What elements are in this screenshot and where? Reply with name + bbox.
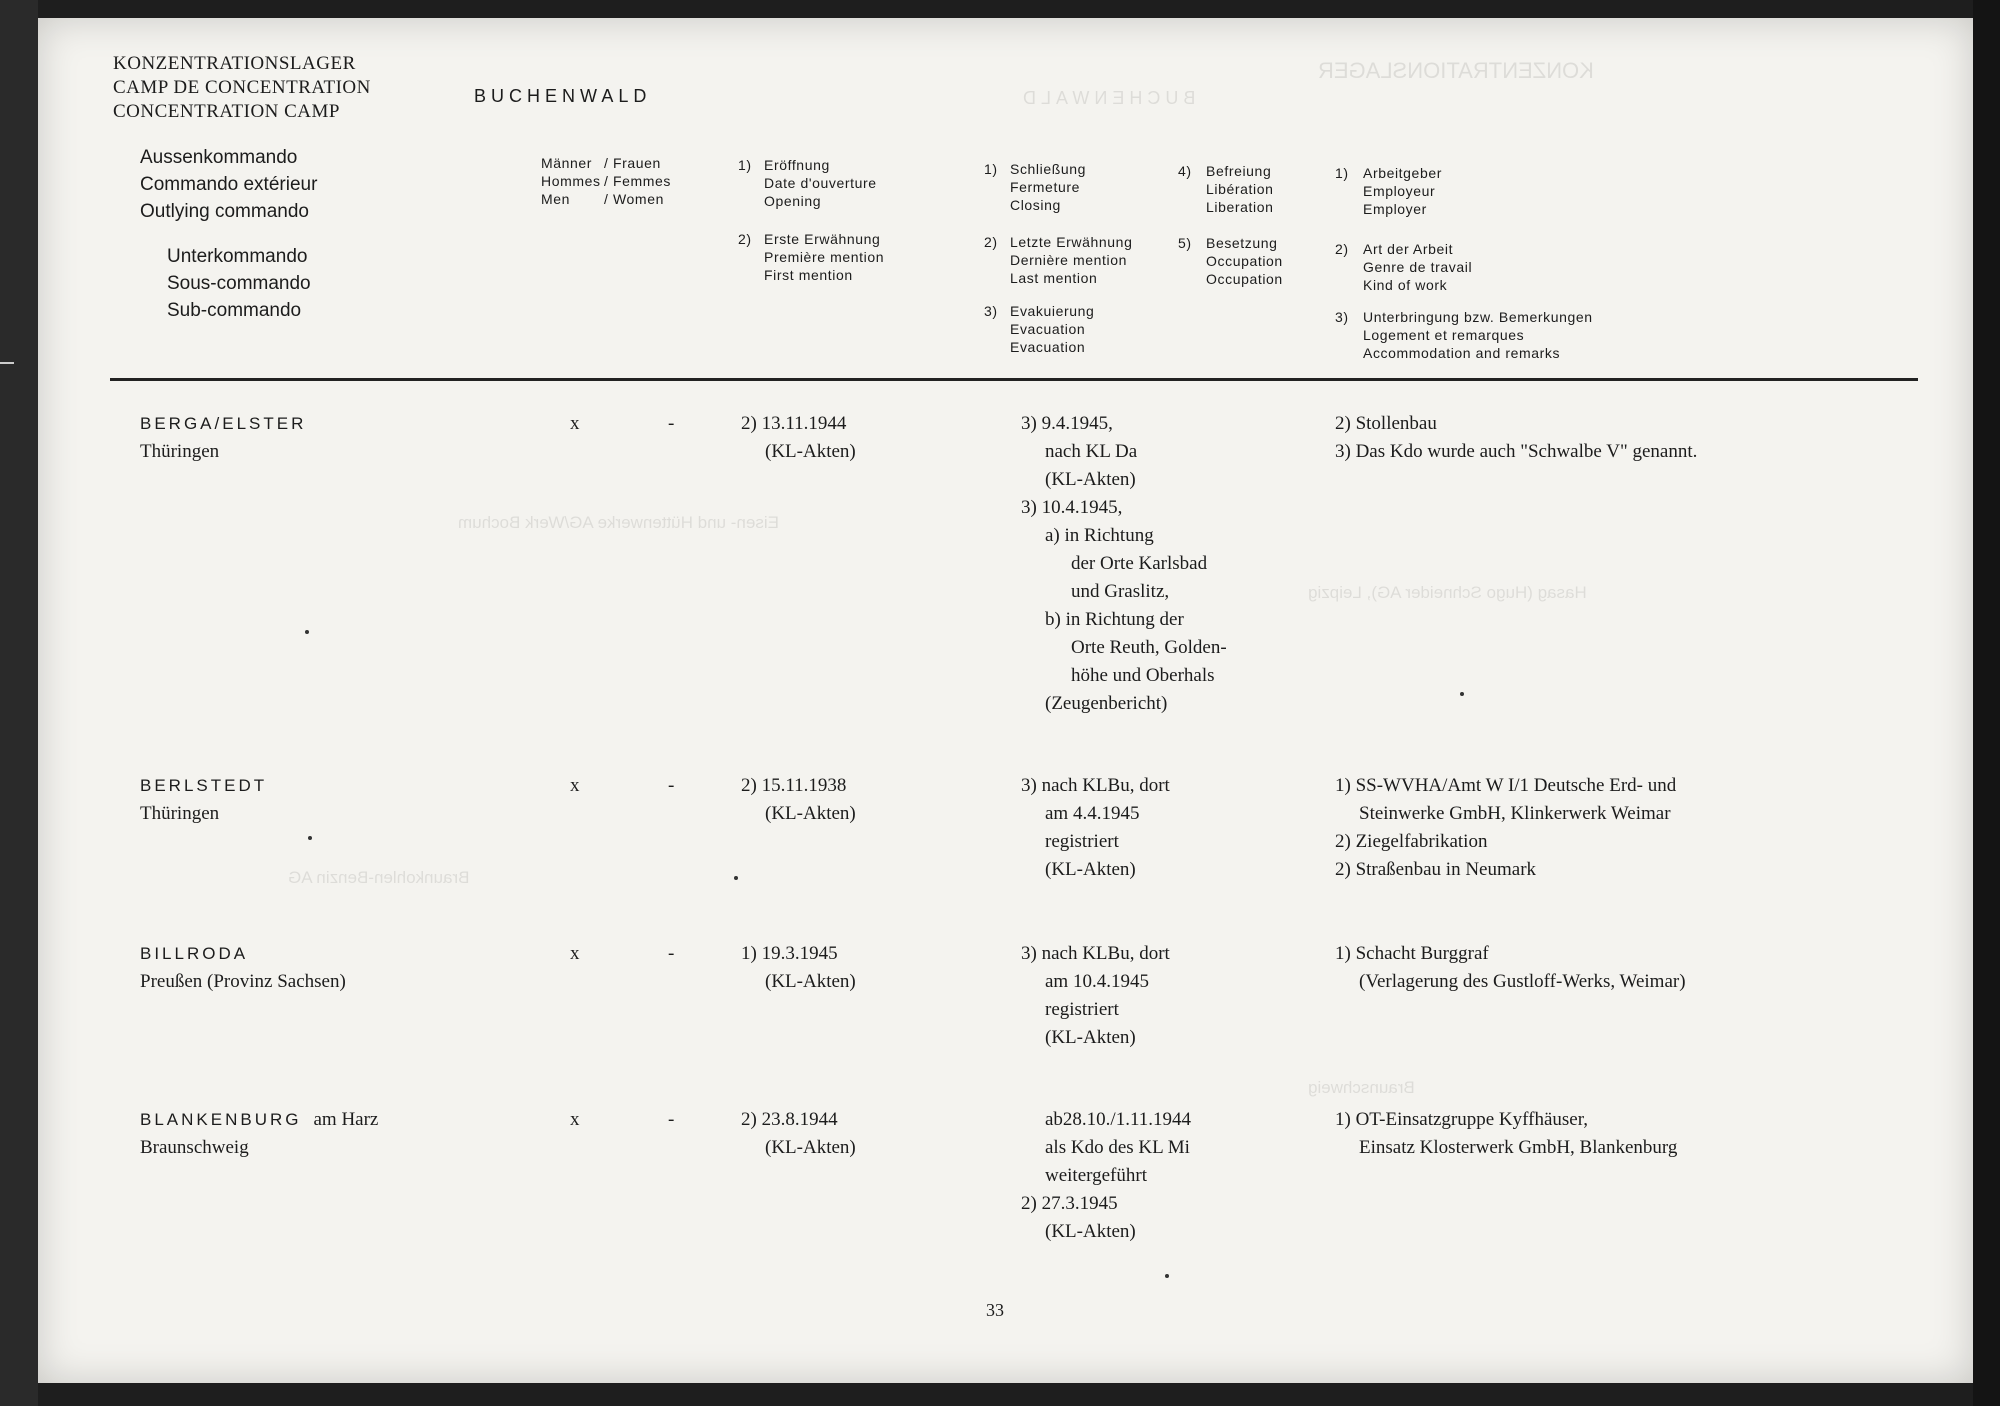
remarks-line: (Verlagerung des Gustloff-Werks, Weimar) xyxy=(1359,971,1686,992)
closing-line: nach KL Da xyxy=(1045,441,1138,462)
closing-line: 3) 9.4.1945, xyxy=(1021,413,1113,434)
opening-date: 1) 19.3.1945 xyxy=(741,943,838,964)
remarks-line: 1) SS-WVHA/Amt W I/1 Deutsche Erd- und xyxy=(1335,775,1677,796)
last-mention-header xyxy=(1010,233,1132,287)
liberation-header xyxy=(1206,162,1274,216)
aussenkommando-label xyxy=(140,144,317,225)
women-en: / Women xyxy=(604,191,664,207)
opening-date: 2) 15.11.1938 xyxy=(741,775,847,796)
unter-en: Sub-commando xyxy=(167,300,302,321)
opening-cell xyxy=(741,410,856,466)
opening-de: Eröffnung xyxy=(764,157,830,173)
closing-line: (KL-Akten) xyxy=(1045,1027,1136,1048)
occupation-de: Besetzung xyxy=(1206,235,1278,251)
print-speck xyxy=(1165,1274,1169,1278)
opening-date: 2) 13.11.1944 xyxy=(741,413,847,434)
remarks-en: Accommodation and remarks xyxy=(1363,345,1561,361)
closing-line: Orte Reuth, Golden- xyxy=(1071,637,1227,658)
lager-title-en: CONCENTRATION CAMP xyxy=(113,101,340,122)
remarks-fr: Logement et remarques xyxy=(1363,327,1525,343)
closing-num-2: 2) xyxy=(984,234,998,250)
bleed-through-shadow: KONZENTRATIONSLAGER xyxy=(1318,58,1594,83)
closing-line: (KL-Akten) xyxy=(1045,469,1136,490)
subcamp-region: Braunschweig xyxy=(140,1137,249,1158)
remarks-line: 3) Das Kdo wurde auch "Schwalbe V" genannt. xyxy=(1335,441,1698,462)
remarks-line: 2) Straßenbau in Neumark xyxy=(1335,859,1537,880)
subcamp-name-line xyxy=(140,1106,378,1134)
remarks-header xyxy=(1363,308,1593,362)
work-kind-en: Kind of work xyxy=(1363,277,1448,293)
opening-num-2: 2) xyxy=(738,231,752,247)
opening-cell xyxy=(741,940,856,996)
closing-num-3: 3) xyxy=(984,303,998,319)
closing-cell xyxy=(1021,410,1227,718)
men-header xyxy=(541,154,601,208)
men-fr: Hommes xyxy=(541,173,601,189)
closing-header xyxy=(1010,160,1086,214)
liberation-num-4: 4) xyxy=(1178,163,1192,179)
subcamp-name: BERGA/ELSTER xyxy=(140,414,307,433)
liberation-num-5: 5) xyxy=(1178,235,1192,251)
subcamp-name: BERLSTEDT xyxy=(140,776,268,795)
employer-num-1: 1) xyxy=(1335,165,1349,181)
remarks-line: 2) Ziegelfabrikation xyxy=(1335,831,1488,852)
last-mention-en: Last mention xyxy=(1010,270,1098,286)
remarks-line: Steinwerke GmbH, Klinkerwerk Weimar xyxy=(1359,803,1671,824)
liberation-de: Befreiung xyxy=(1206,163,1272,179)
employer-header xyxy=(1363,164,1442,218)
employer-de: Arbeitgeber xyxy=(1363,165,1442,181)
closing-line: a) in Richtung xyxy=(1045,525,1154,546)
closing-line: 3) nach KLBu, dort xyxy=(1021,943,1170,964)
work-kind-de: Art der Arbeit xyxy=(1363,241,1454,257)
work-kind-header xyxy=(1363,240,1472,294)
opening-fr: Date d'ouverture xyxy=(764,175,877,191)
closing-line: höhe und Oberhals xyxy=(1071,665,1215,686)
lager-title-de: KONZENTRATIONSLAGER xyxy=(113,53,356,74)
closing-line: registriert xyxy=(1045,999,1119,1020)
subcamp-region: Thüringen xyxy=(140,803,220,824)
last-mention-fr: Dernière mention xyxy=(1010,252,1127,268)
camp-name: BUCHENWALD xyxy=(474,86,652,106)
closing-line: und Graslitz, xyxy=(1071,581,1170,602)
opening-source: (KL-Akten) xyxy=(765,1137,856,1158)
work-kind-fr: Genre de travail xyxy=(1363,259,1473,275)
evacuation-en: Evacuation xyxy=(1010,339,1086,355)
men-mark: x xyxy=(570,775,580,796)
unter-de: Unterkommando xyxy=(167,246,308,267)
aussen-en: Outlying commando xyxy=(140,201,309,222)
lager-title-fr: CAMP DE CONCENTRATION xyxy=(113,77,371,98)
remarks-line: 1) Schacht Burggraf xyxy=(1335,943,1489,964)
opening-cell xyxy=(741,1106,856,1162)
header-rule xyxy=(110,378,1918,381)
bleed-through-shadow: BUCHENWALD xyxy=(1018,88,1196,108)
women-mark: - xyxy=(668,943,675,964)
men-mark: x xyxy=(570,943,580,964)
bleed-through-shadow: Braunkohlen-Benzin AG xyxy=(288,868,470,887)
closing-line: der Orte Karlsbad xyxy=(1071,553,1208,574)
closing-line: (KL-Akten) xyxy=(1045,859,1136,880)
women-mark: - xyxy=(668,775,675,796)
print-speck xyxy=(305,630,309,634)
remarks-cell xyxy=(1335,940,1686,996)
closing-num-1: 1) xyxy=(984,161,998,177)
print-speck xyxy=(1460,692,1464,696)
closing-cell xyxy=(1021,940,1170,1052)
lager-title-block xyxy=(113,52,371,124)
print-speck xyxy=(308,836,312,840)
opening-source: (KL-Akten) xyxy=(765,971,856,992)
closing-cell xyxy=(1021,772,1170,884)
evacuation-fr: Evacuation xyxy=(1010,321,1086,337)
closing-line: 3) 10.4.1945, xyxy=(1021,497,1123,518)
closing-line: b) in Richtung der xyxy=(1045,609,1184,630)
women-mark: - xyxy=(668,1109,675,1130)
closing-line: 2) 27.3.1945 xyxy=(1021,1193,1118,1214)
women-fr: / Femmes xyxy=(604,173,672,189)
men-de: Männer xyxy=(541,155,593,171)
opening-source: (KL-Akten) xyxy=(765,803,856,824)
closing-line: (Zeugenbericht) xyxy=(1045,693,1168,714)
employer-fr: Employeur xyxy=(1363,183,1436,199)
remarks-line: 1) OT-Einsatzgruppe Kyffhäuser, xyxy=(1335,1109,1589,1130)
right-book-edge xyxy=(1973,0,2000,1406)
remarks-cell xyxy=(1335,410,1697,466)
subcamp-name-suffix: am Harz xyxy=(313,1109,379,1130)
closing-en: Closing xyxy=(1010,197,1061,213)
closing-line: 3) nach KLBu, dort xyxy=(1021,775,1170,796)
bleed-through-shadow: Braunschweig xyxy=(1308,1078,1415,1097)
closing-line: ab28.10./1.11.1944 xyxy=(1045,1109,1192,1130)
first-mention-fr: Première mention xyxy=(764,249,885,265)
first-mention-de: Erste Erwähnung xyxy=(764,231,881,247)
closing-line: registriert xyxy=(1045,831,1119,852)
occupation-header xyxy=(1206,234,1283,288)
remarks-line: 2) Stollenbau xyxy=(1335,413,1437,434)
unter-fr: Sous-commando xyxy=(167,273,311,294)
opening-en: Opening xyxy=(764,193,822,209)
closing-line: als Kdo des KL Mi xyxy=(1045,1137,1190,1158)
left-book-edge xyxy=(0,0,38,1406)
employer-num-3: 3) xyxy=(1335,309,1349,325)
opening-source: (KL-Akten) xyxy=(765,441,856,462)
print-speck xyxy=(734,876,738,880)
subcamp-name: BLANKENBURG xyxy=(140,1110,302,1129)
opening-header xyxy=(764,156,877,210)
closing-de: Schließung xyxy=(1010,161,1087,177)
document-page xyxy=(38,18,1973,1383)
aussen-fr: Commando extérieur xyxy=(140,174,318,195)
closing-line: am 4.4.1945 xyxy=(1045,803,1140,824)
evacuation-de: Evakuierung xyxy=(1010,303,1095,319)
aussen-de: Aussenkommando xyxy=(140,147,298,168)
closing-line: (KL-Akten) xyxy=(1045,1221,1136,1242)
remarks-de: Unterbringung bzw. Bemerkungen xyxy=(1363,309,1593,325)
opening-num-1: 1) xyxy=(738,157,752,173)
employer-num-2: 2) xyxy=(1335,241,1349,257)
evacuation-header xyxy=(1010,302,1094,356)
remarks-line: Einsatz Klosterwerk GmbH, Blankenburg xyxy=(1359,1137,1678,1158)
first-mention-en: First mention xyxy=(764,267,853,283)
closing-cell xyxy=(1021,1106,1191,1246)
closing-fr: Fermeture xyxy=(1010,179,1080,195)
employer-en: Employer xyxy=(1363,201,1427,217)
women-header xyxy=(604,154,671,208)
last-mention-de: Letzte Erwähnung xyxy=(1010,234,1133,250)
women-de: / Frauen xyxy=(604,155,661,171)
first-mention-header xyxy=(764,230,884,284)
unterkommando-label xyxy=(167,243,311,324)
remarks-cell xyxy=(1335,1106,1677,1162)
liberation-fr: Libération xyxy=(1206,181,1274,197)
subcamp-name: BILLRODA xyxy=(140,944,249,963)
bleed-through-shadow: Eisen- und Hüttenwerke AG/Werk Bochum xyxy=(458,513,779,532)
page-number: 33 xyxy=(986,1300,1004,1320)
subcamp-region: Preußen (Provinz Sachsen) xyxy=(140,971,346,992)
men-mark: x xyxy=(570,413,580,434)
occupation-en: Occupation xyxy=(1206,271,1283,287)
liberation-en: Liberation xyxy=(1206,199,1274,215)
subcamp-region: Thüringen xyxy=(140,441,220,462)
opening-date: 2) 23.8.1944 xyxy=(741,1109,838,1130)
men-en: Men xyxy=(541,191,571,207)
edge-mark xyxy=(0,362,14,364)
women-mark: - xyxy=(668,413,675,434)
men-mark: x xyxy=(570,1109,580,1130)
closing-line: am 10.4.1945 xyxy=(1045,971,1149,992)
opening-cell xyxy=(741,772,856,828)
occupation-fr: Occupation xyxy=(1206,253,1283,269)
closing-line: weitergeführt xyxy=(1045,1165,1147,1186)
bleed-through-shadow: Hasag (Hugo Schneider AG), Leipzig xyxy=(1308,583,1587,602)
remarks-cell xyxy=(1335,772,1676,884)
